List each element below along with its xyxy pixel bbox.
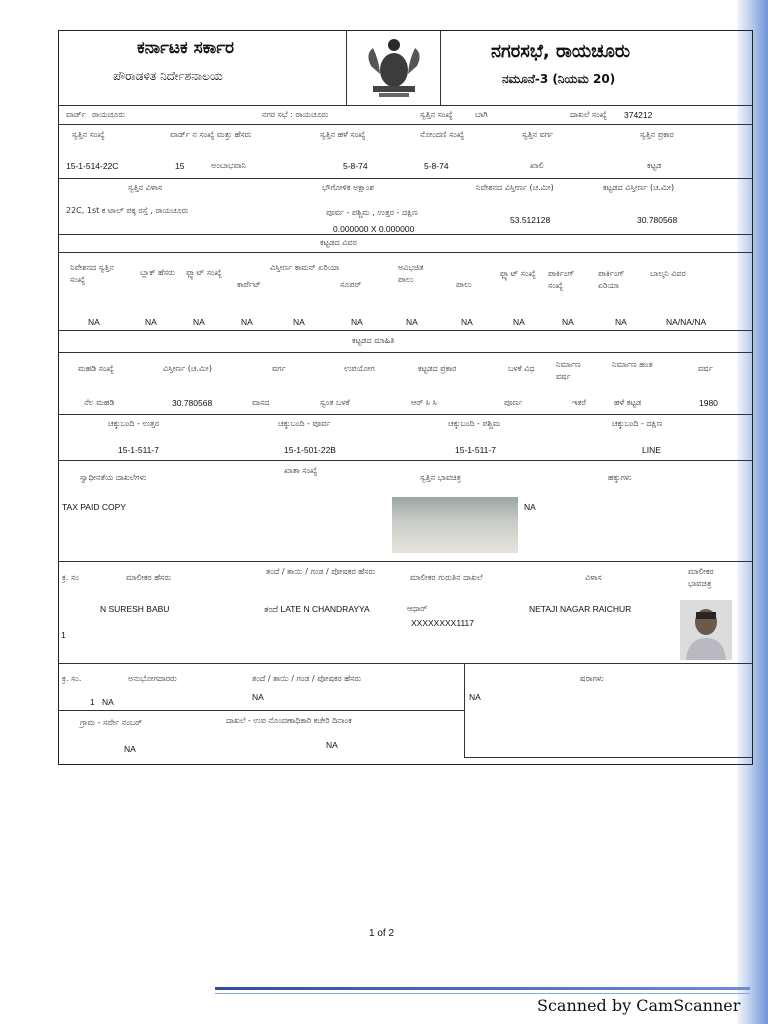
rule xyxy=(59,414,752,415)
row4-value-2: NA xyxy=(145,317,157,327)
row4-header-10: ಪಾರ್ಕಿಂಗ್ ಸಂಖ್ಯೆ xyxy=(548,269,575,290)
occupant-name: NA xyxy=(102,697,114,707)
building-type: ಆರ್ ಸಿ ಸಿ xyxy=(411,398,437,407)
owner-serial: 1 xyxy=(61,630,66,640)
row2-header-6: ಸ್ವತ್ತಿನ ಪ್ರಕಾರ xyxy=(640,130,674,139)
row4-value-10: NA xyxy=(562,317,574,327)
boundary-north-label: ಚಕ್ಕುಬಂದಿ - ಉತ್ತರ xyxy=(108,419,160,428)
construction-stage: ಹಳೆ ಕಟ್ಟಡ xyxy=(614,398,642,407)
footer-rule xyxy=(215,993,750,994)
rule xyxy=(59,252,752,253)
row4-header-1: ನಿವೇಶನದ ಸ್ವತ್ತಿನ ಸಂಖ್ಯೆ xyxy=(70,263,114,284)
address-label: ಸ್ವತ್ತಿನ ವಿಳಾಸ xyxy=(128,183,163,192)
row4-header-2: ಬ್ಲಾಕ್ ಹೆಸರು xyxy=(140,268,175,277)
row5-header-8: ನಿರ್ಮಾಣ ಹಂತ xyxy=(612,360,653,369)
boundary-west: 15-1-511-7 xyxy=(455,445,496,455)
built-area-value: 30.780568 xyxy=(637,215,678,225)
registration-date-value: NA xyxy=(326,740,338,750)
rights-label: ಹಕ್ಕುಗಳು xyxy=(608,473,632,482)
ward-label: ವಾರ್ಡ್ xyxy=(66,110,86,119)
divider xyxy=(440,31,441,105)
property-photo xyxy=(392,497,518,553)
owner-id-label: ಮಾಲೀಕರ ಗುರುತಿನ ದಾಖಲೆ xyxy=(410,573,483,582)
row2-header-3: ಸ್ವತ್ತಿನ ಹಳೆ ಸಂಖ್ಯೆ xyxy=(320,130,366,139)
occupant-name-label: ಅನುಭೋಗದಾರರು xyxy=(128,674,177,683)
survey-label: ಗ್ರಾಮ - ಸರ್ವೇ ನಂಬರ್ xyxy=(80,718,143,727)
occupant-father: NA xyxy=(252,692,264,702)
usage-type: ಪೂರ್ಣ xyxy=(504,398,523,407)
record-number: 374212 xyxy=(624,110,653,120)
row5-header-1: ಮಹಡಿ ಸಂಖ್ಯೆ xyxy=(78,364,114,373)
row4-header-3: ಫ್ಲ್ಯಾಟ್ ಸಂಖ್ಯೆ xyxy=(186,268,222,277)
row4-value-5: NA xyxy=(293,317,305,327)
row4-header-4: ಕಾರ್ಪೆಟ್ xyxy=(237,280,261,289)
municipality-title: ನಗರಸಭೆ, ರಾಯಚೂರು xyxy=(491,41,631,62)
owner-father-label: ತಂದೆ / ತಾಯಿ / ಗಂಡ / ಪೋಷಕರ ಹೆಸರು xyxy=(266,567,376,576)
section2-title: ಕಟ್ಟಡದ ಮಾಹಿತಿ xyxy=(352,336,395,345)
registration-number: 5-8-74 xyxy=(424,161,449,171)
govt-title: ಕರ್ನಾಟಕ ಸರ್ಕಾರ xyxy=(137,38,235,58)
construction-type: ಇತರೆ xyxy=(572,398,586,407)
boundary-east-label: ಚಕ್ಕುಬಂದಿ - ಪೂರ್ವ xyxy=(278,419,331,428)
rule xyxy=(59,178,752,179)
row4-value-8: NA xyxy=(461,317,473,327)
geo-label: ಭೌಗೋಳಿಕ ಅಕ್ಷಾಂಶ xyxy=(322,183,374,192)
floor-category: ವಾಸದ xyxy=(252,398,270,407)
row4-value-9: NA xyxy=(513,317,525,327)
directorate-title: ಪೌರಾಡಳಿತ ನಿರ್ದೇಶನಾಲಯ xyxy=(113,69,223,83)
occupant-father-label: ತಂದೆ / ತಾಯಿ / ಗಂಡ / ಪೋಷಕರ ಹೆಸರು xyxy=(252,674,362,683)
rights-value: NA xyxy=(524,502,536,512)
record-label: ದಾಖಲೆ ಸಂಖ್ಯೆ xyxy=(570,110,607,119)
divider xyxy=(464,663,465,758)
row5-header-7: ನಿರ್ಮಾಣ ವರ್ಷ xyxy=(556,360,581,381)
person-icon xyxy=(680,600,732,660)
row4-value-3: NA xyxy=(193,317,205,327)
construction-year: 1980 xyxy=(699,398,718,408)
karnataka-emblem-icon xyxy=(361,36,427,100)
khata-label: ಖಾತಾ ಸಂಖ್ಯೆ xyxy=(284,466,318,475)
row2-header-4: ನೋಂದಣಿ ಸಂಖ್ಯೆ xyxy=(420,130,465,139)
row4-value-7: NA xyxy=(406,317,418,327)
row5-header-4: ಉಪಯೋಗ xyxy=(344,364,375,373)
page-number: 1 of 2 xyxy=(369,928,395,939)
owner-address: NETAJI NAGAR RAICHUR xyxy=(529,604,632,614)
built-area-label: ಕಟ್ಟಡದ ವಿಸ್ತೀರ್ಣ (ಚ.ಮೀ) xyxy=(603,183,675,192)
row4-header-6: ಸೂಪರ್ xyxy=(340,280,362,289)
address-value: 22C, 1st ಕ ಟಾಲ್ ಪಕ್ಕ ರಸ್ತೆ , ರಾಯಚೂರು xyxy=(66,206,189,215)
remarks-value: NA xyxy=(469,692,481,702)
row4-value-6: NA xyxy=(351,317,363,327)
row5-header-3: ವರ್ಗ xyxy=(272,364,286,373)
rule xyxy=(59,663,752,664)
row4-header-9: ಫ್ಲ್ಯಾಟ್ ಸಂಖ್ಯೆ xyxy=(500,269,536,278)
geo-value: 0.000000 X 0.000000 xyxy=(333,224,415,234)
section-title: ಕಟ್ಟಡದ ವಿವರ xyxy=(320,238,357,247)
row2-header-2: ವಾರ್ಡ್ ನ ಸಂಖ್ಯೆ ಮತ್ತು ಹೆಸರು xyxy=(170,130,252,139)
row4-header-5: ವಿಸ್ತೀರ್ಣ ಕಾಮನ್ ಏರಿಯಾ xyxy=(270,263,340,272)
row4-header-12: ಬಾಲ್ಕನಿ ವಿವರ xyxy=(650,269,686,278)
row4-header-11: ಪಾರ್ಕಿಂಗ್ ಏರಿಯಾ xyxy=(598,269,625,290)
scanner-watermark: Scanned by CamScanner xyxy=(537,996,741,1015)
owner-serial-label: ಕ್ರ. ಸಂ xyxy=(62,573,79,582)
row4-value-11: NA xyxy=(615,317,627,327)
owner-name-label: ಮಾಲೀಕರ ಹೆಸರು xyxy=(126,573,172,582)
row5-header-5: ಕಟ್ಟಡದ ಪ್ರಕಾರ xyxy=(418,364,457,373)
ward-value: ರಾಯಚೂರು xyxy=(92,110,125,119)
geo-sub: ಪೂರ್ವ - ಪಶ್ಚಿಮ , ಉತ್ತರ - ದಕ್ಷಿಣ xyxy=(326,208,418,217)
divider xyxy=(346,31,347,105)
survey-value: NA xyxy=(124,744,136,754)
registration-date-label: ದಾಖಲೆ - ಉಪ ನೊಂದಣಾಧಿಕಾರಿ ಕಚೇರಿ ದಿನಾಂಕ xyxy=(226,716,352,725)
row4-value-12: NA/NA/NA xyxy=(666,317,707,327)
boundary-east: 15-1-501-22B xyxy=(284,445,336,455)
rule xyxy=(59,234,752,235)
documents-label: ಸ್ವಾಧೀನತೆಯ ದಾಖಲೆಗಳು xyxy=(80,473,147,482)
boundary-west-label: ಚಕ್ಕುಬಂದಿ - ಪಶ್ಚಿಮ xyxy=(448,419,501,428)
owner-id-value: XXXXXXXX1117 xyxy=(411,618,475,628)
property-category: ಖಾಲಿ xyxy=(530,161,544,170)
row4-value-1: NA xyxy=(88,317,100,327)
boundary-north: 15-1-511-7 xyxy=(118,445,159,455)
rule xyxy=(59,561,752,562)
owner-address-label: ವಿಳಾಸ xyxy=(585,573,602,582)
rule xyxy=(59,460,752,461)
occupant-serial-label: ಕ್ರ. ಸಂ. xyxy=(62,674,82,683)
rule xyxy=(59,124,752,125)
row4-header-7: ಅವಿಭಜಿತ ಪಾಲು xyxy=(398,263,424,284)
owner-photo xyxy=(680,600,732,660)
property-id: 15-1-514-22C xyxy=(66,161,119,171)
owner-name: N SURESH BABU xyxy=(100,604,170,614)
rule xyxy=(59,330,752,331)
row2-header-1: ಸ್ವತ್ತಿನ ಸಂಖ್ಯೆ xyxy=(72,130,105,139)
municipal-text: ನಗರ ಸಭೆ : ರಾಯಚೂರು xyxy=(262,110,329,119)
rule xyxy=(59,352,752,353)
rule xyxy=(59,710,464,711)
property-value: ಬಾಗಿ xyxy=(475,110,488,119)
site-area-value: 53.512128 xyxy=(510,215,551,225)
form-name: ನಮೂನೆ-3 (ನಿಯಮ 20) xyxy=(502,72,616,86)
boundary-south: LINE xyxy=(642,445,661,455)
site-area-label: ನಿವೇಶನದ ವಿಸ್ತೀರ್ಣ (ಚ.ಮೀ) xyxy=(476,183,554,192)
floor-number: ನೆಲ ಮಹಡಿ xyxy=(84,398,115,407)
rule xyxy=(465,757,752,758)
row5-header-2: ವಿಸ್ತೀರ್ಣ (ಚ.ಮೀ) xyxy=(163,364,212,373)
rule xyxy=(59,105,752,106)
photo-label: ಸ್ವತ್ತಿನ ಭಾವಚಿತ್ರ xyxy=(420,473,461,482)
footer-rule xyxy=(215,987,750,990)
row5-header-9: ವರ್ಷ xyxy=(698,364,713,373)
ward-name: ಅಂಬಾಭವಾನಿ xyxy=(211,161,246,170)
row4-value-4: NA xyxy=(241,317,253,327)
floor-area: 30.780568 xyxy=(172,398,213,408)
row5-header-6: ಬಳಕೆ ವಿಧ xyxy=(508,364,535,373)
property-type: ಕಟ್ಟಡ xyxy=(647,161,662,170)
occupant-serial: 1 xyxy=(90,697,95,707)
old-number: 5-8-74 xyxy=(343,161,368,171)
boundary-south-label: ಚಕ್ಕುಬಂದಿ - ದಕ್ಷಿಣ xyxy=(612,419,663,428)
remarks-label: ಷರಾಗಳು xyxy=(580,674,604,683)
document-value: TAX PAID COPY xyxy=(62,502,126,512)
row2-header-5: ಸ್ವತ್ತಿನ ವರ್ಗ xyxy=(522,130,554,139)
owner-photo-label: ಮಾಲೀಕರ ಭಾವಚಿತ್ರ xyxy=(688,567,714,588)
owner-id-type: ಆಧಾರ್ xyxy=(407,604,428,613)
owner-father: ತಂದೆ LATE N CHANDRAYYA xyxy=(264,604,370,614)
ward-number: 15 xyxy=(175,161,185,171)
property-form xyxy=(58,30,753,765)
row4-header-8: ಪಾಲು xyxy=(456,280,472,289)
floor-usage: ಸ್ವಂತ ಬಳಕೆ xyxy=(320,398,350,407)
property-label: ಸ್ವತ್ತಿನ ಸಂಖ್ಯೆ xyxy=(420,110,453,119)
